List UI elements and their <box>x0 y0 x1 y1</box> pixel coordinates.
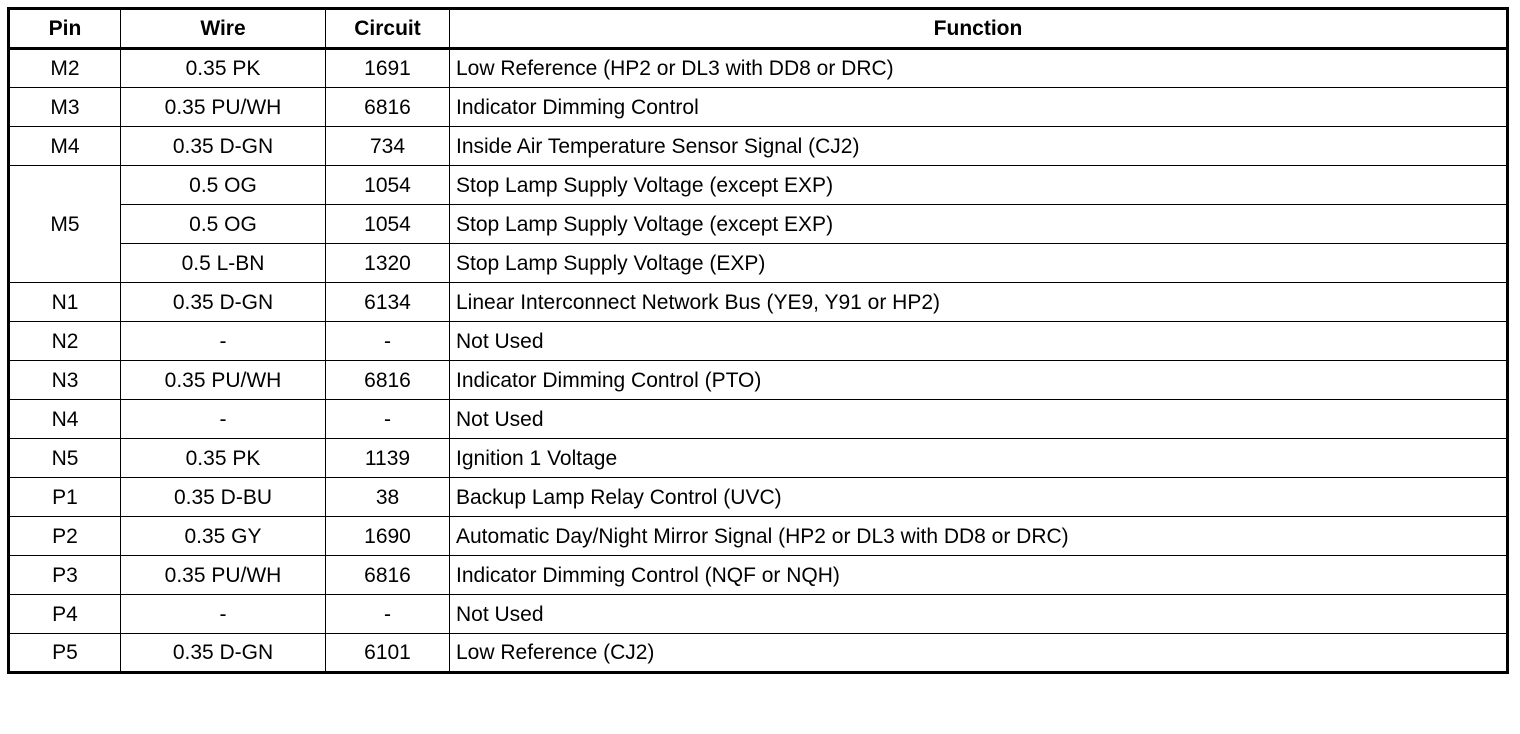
wire-cell: - <box>121 322 326 361</box>
function-cell: Inside Air Temperature Sensor Signal (CJ2) <box>450 127 1508 166</box>
wire-cell: 0.35 PK <box>121 49 326 88</box>
pin-cell: P1 <box>9 478 121 517</box>
table-row <box>9 400 1508 439</box>
wire-cell: 0.5 L-BN <box>121 244 326 283</box>
pin-cell: N3 <box>9 361 121 400</box>
function-cell: Stop Lamp Supply Voltage (except EXP) <box>450 205 1508 244</box>
wire-cell: 0.35 D-GN <box>121 127 326 166</box>
table-row <box>9 322 1508 361</box>
circuit-cell: - <box>326 322 450 361</box>
circuit-cell: 6816 <box>326 556 450 595</box>
header-circuit: Circuit <box>326 9 450 49</box>
wire-cell: 0.35 D-BU <box>121 478 326 517</box>
circuit-cell: 1690 <box>326 517 450 556</box>
function-cell: Not Used <box>450 400 1508 439</box>
table-row <box>9 166 1508 205</box>
circuit-cell: 1054 <box>326 166 450 205</box>
wire-cell: 0.35 PU/WH <box>121 88 326 127</box>
pin-table-container <box>7 7 1509 674</box>
wire-cell: - <box>121 400 326 439</box>
function-cell: Indicator Dimming Control (PTO) <box>450 361 1508 400</box>
wire-cell: 0.35 D-GN <box>121 634 326 673</box>
function-cell: Automatic Day/Night Mirror Signal (HP2 or DL3 with DD8 or DRC) <box>450 517 1508 556</box>
pin-cell: P4 <box>9 595 121 634</box>
circuit-cell: 6816 <box>326 361 450 400</box>
pin-cell: M3 <box>9 88 121 127</box>
pin-cell: M4 <box>9 127 121 166</box>
table-row <box>9 244 1508 283</box>
header-wire: Wire <box>121 9 326 49</box>
circuit-cell: 734 <box>326 127 450 166</box>
pin-cell: P5 <box>9 634 121 673</box>
pin-cell: M2 <box>9 49 121 88</box>
table-row <box>9 205 1508 244</box>
circuit-cell: 1691 <box>326 49 450 88</box>
pin-cell: M5 <box>9 166 121 283</box>
pin-cell: N5 <box>9 439 121 478</box>
circuit-cell: 6134 <box>326 283 450 322</box>
circuit-cell: 1320 <box>326 244 450 283</box>
circuit-cell: 6101 <box>326 634 450 673</box>
function-cell: Stop Lamp Supply Voltage (EXP) <box>450 244 1508 283</box>
connector-pin-table <box>7 7 1509 674</box>
function-cell: Backup Lamp Relay Control (UVC) <box>450 478 1508 517</box>
pin-cell: N4 <box>9 400 121 439</box>
function-cell: Indicator Dimming Control (NQF or NQH) <box>450 556 1508 595</box>
table-row <box>9 439 1508 478</box>
function-cell: Low Reference (CJ2) <box>450 634 1508 673</box>
table-row <box>9 634 1508 673</box>
circuit-cell: 1054 <box>326 205 450 244</box>
function-cell: Indicator Dimming Control <box>450 88 1508 127</box>
table-row <box>9 361 1508 400</box>
circuit-cell: 38 <box>326 478 450 517</box>
pin-cell: P2 <box>9 517 121 556</box>
function-cell: Ignition 1 Voltage <box>450 439 1508 478</box>
wire-cell: 0.35 D-GN <box>121 283 326 322</box>
wire-cell: 0.5 OG <box>121 166 326 205</box>
header-pin: Pin <box>9 9 121 49</box>
circuit-cell: 1139 <box>326 439 450 478</box>
table-row <box>9 478 1508 517</box>
header-function: Function <box>450 9 1508 49</box>
function-cell: Not Used <box>450 595 1508 634</box>
function-cell: Stop Lamp Supply Voltage (except EXP) <box>450 166 1508 205</box>
pin-cell: N2 <box>9 322 121 361</box>
table-row <box>9 88 1508 127</box>
pin-cell: N1 <box>9 283 121 322</box>
wire-cell: - <box>121 595 326 634</box>
function-cell: Linear Interconnect Network Bus (YE9, Y91 or HP2) <box>450 283 1508 322</box>
wire-cell: 0.5 OG <box>121 205 326 244</box>
table-row <box>9 127 1508 166</box>
table-header-row <box>9 9 1508 49</box>
wire-cell: 0.35 PK <box>121 439 326 478</box>
table-row <box>9 556 1508 595</box>
table-row <box>9 595 1508 634</box>
table-row <box>9 49 1508 88</box>
wire-cell: 0.35 PU/WH <box>121 556 326 595</box>
circuit-cell: - <box>326 400 450 439</box>
pin-cell: P3 <box>9 556 121 595</box>
circuit-cell: - <box>326 595 450 634</box>
table-row <box>9 283 1508 322</box>
circuit-cell: 6816 <box>326 88 450 127</box>
wire-cell: 0.35 GY <box>121 517 326 556</box>
table-row <box>9 517 1508 556</box>
wire-cell: 0.35 PU/WH <box>121 361 326 400</box>
function-cell: Low Reference (HP2 or DL3 with DD8 or DRC) <box>450 49 1508 88</box>
function-cell: Not Used <box>450 322 1508 361</box>
